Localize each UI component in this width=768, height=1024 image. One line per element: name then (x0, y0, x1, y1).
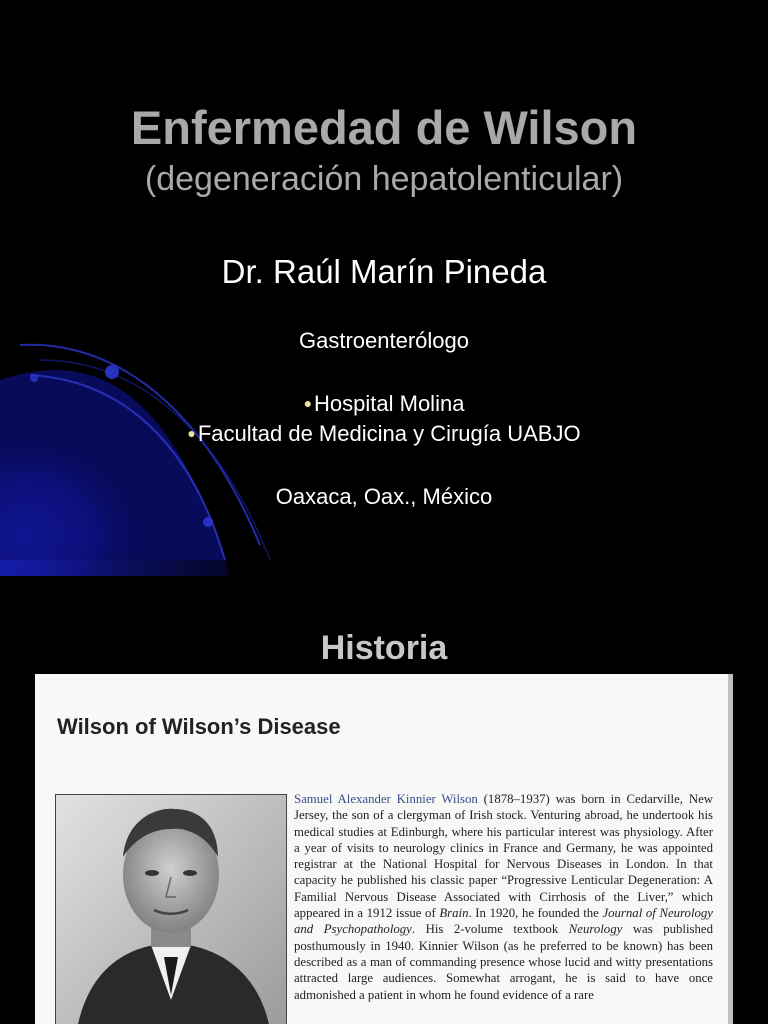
textbook-neurology: Neurology (568, 922, 623, 937)
slide-subtitle: (degeneración hepatolenticular) (144, 160, 624, 198)
journal-neurology-psychopathology: Journal of Neurology and Psychopathology (294, 906, 713, 937)
bio-text: . His 2-volume textbook (411, 922, 569, 937)
subject-name: Samuel Alexander Kinnier Wilson (294, 792, 478, 806)
slide-title: Enfermedad de Wilson (130, 101, 638, 154)
bullet-icon: ● (303, 395, 313, 411)
author-role: Gastroenterólogo (299, 328, 469, 353)
location: Oaxaca, Oax., México (275, 484, 493, 509)
affiliation-label: Facultad de Medicina y Cirugía UABJO (197, 421, 581, 446)
journal-brain: Brain (439, 906, 469, 921)
affiliation-item (0, 421, 768, 447)
slide-title: Historia (320, 629, 448, 667)
affiliation-label: Hospital Molina (314, 391, 465, 416)
portrait-photo (55, 794, 287, 1024)
bio-text: . In 1920, he founded the (468, 906, 603, 921)
bio-text: was published posthumously in 1940. Kinnier Wilson (as he preferred to be known) has been described as a man of commanding presence whose lucid and witty presentations attracted large audiences. Somewhat arrogant, he is said to have once admonished a patient in whom he found evidence of a rare (294, 922, 713, 1002)
bullet-icon: ● (187, 425, 196, 441)
article-body (294, 791, 713, 1003)
author-name: Dr. Raúl Marín Pineda (221, 253, 547, 290)
article-heading: Wilson of Wilson’s Disease (57, 714, 341, 739)
article-scan (35, 674, 733, 1024)
affiliation-item (0, 391, 768, 417)
paper-edge-shadow (728, 674, 733, 1024)
bio-text: (1878–1937) was born in Cedarville, New Jersey, the son of a clergyman of Irish stock. Venturing abroad, he undertook his medical studies at Edinburgh, where his particular interest was physiology. After a year of visits to neurology clinics in France and Germany, he was appointed registrar at the National Hospital for Nervous Diseases in London. In that capacity he published his classic paper “Progressive Lenticular Degeneration: A Familial Nervous Disease Associated with Cirrhosis of the Liver,” which appeared in a 1912 issue of (294, 792, 713, 921)
history-slide (0, 576, 768, 1024)
portrait-image (56, 795, 286, 1024)
